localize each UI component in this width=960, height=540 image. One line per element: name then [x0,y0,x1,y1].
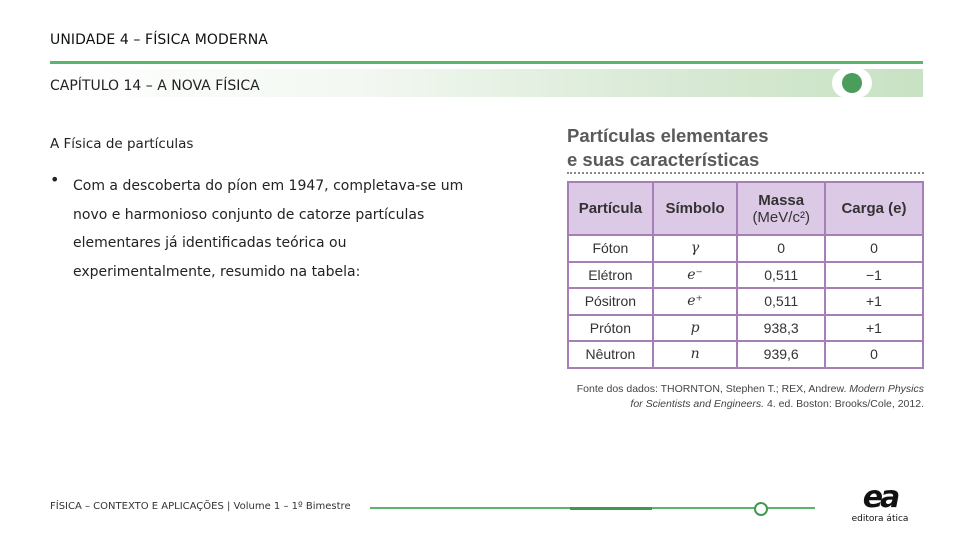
header-mass [737,182,825,235]
table-header-row [568,182,923,235]
section-title: A Física de partículas [50,136,194,152]
cell-charge: +1 [825,315,923,342]
table-row [568,235,923,262]
header-mass-label: Massa [758,191,805,209]
table-row [568,341,923,368]
cell-particle: Nêutron [568,341,653,368]
bullet-icon: • [50,170,60,189]
figure-dotted-rule [567,172,924,174]
cell-mass: 0,511 [737,262,825,289]
caption-prefix: Fonte dos dados: THORNTON, Stephen T.; REX, Andrew. [576,383,847,395]
cell-particle: Próton [568,315,653,342]
cell-symbol: e⁻ [653,262,738,289]
cell-symbol: p [653,315,738,342]
figure-title-line-2: e suas características [567,149,760,170]
cell-symbol: e⁺ [653,288,738,315]
logo-text: editora ática [851,514,909,524]
particles-table [567,181,924,369]
footer-divider-accent [570,507,652,510]
header-mass-unit: (MeV/c²) [752,208,810,226]
cell-symbol: γ [653,235,738,262]
cell-mass: 0,511 [737,288,825,315]
cell-mass: 0 [737,235,825,262]
logo-mark: ea [862,480,898,515]
chapter-title: CAPÍTULO 14 – A NOVA FÍSICA [50,78,260,94]
figure-title [567,124,769,172]
header-particle: Partícula [568,182,653,235]
circle-dot-icon [842,73,862,93]
caption-suffix: 4. ed. Boston: Brooks/Cole, 2012. [766,398,924,410]
table-row [568,315,923,342]
header-charge: Carga (e) [825,182,923,235]
cell-particle: Elétron [568,262,653,289]
figure-title-line-1: Partículas elementares [567,125,769,146]
cell-charge: −1 [825,262,923,289]
publisher-logo [845,482,915,528]
cell-mass: 939,6 [737,341,825,368]
table-row [568,262,923,289]
header-symbol: Símbolo [653,182,738,235]
footer-text: FÍSICA – CONTEXTO E APLICAÇÕES | Volume 1 – 1º Bimestre [50,501,351,512]
footer-circle-icon [754,502,768,516]
body-paragraph: Com a descoberta do píon em 1947, completava-se um novo e harmonioso conjunto de catorze partículas elementares já identificadas teórica ou experimentalmente, resumido na tabela: [73,178,464,280]
caption-book-title: Modern Physics for Scientists and Engineers. [630,383,924,410]
cell-charge: 0 [825,235,923,262]
chapter-circle-icon [832,68,872,98]
cell-charge: 0 [825,341,923,368]
cell-particle: Pósitron [568,288,653,315]
cell-mass: 938,3 [737,315,825,342]
header-divider [50,61,923,64]
cell-symbol: n [653,341,738,368]
cell-charge: +1 [825,288,923,315]
cell-particle: Fóton [568,235,653,262]
table-row [568,288,923,315]
unit-title: UNIDADE 4 – FÍSICA MODERNA [50,32,268,48]
figure-caption [567,382,924,412]
